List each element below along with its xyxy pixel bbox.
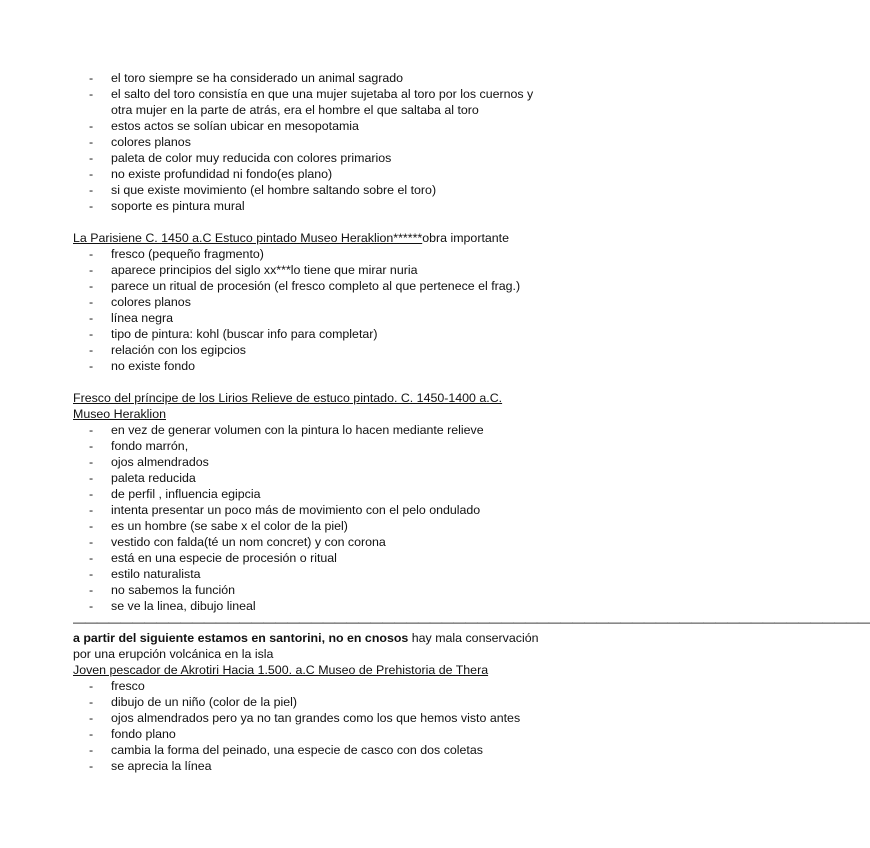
bullet-dash: - (89, 743, 94, 757)
list-item: - de perfil , influencia egipcia (89, 487, 261, 501)
lily-prince-heading-line2: Museo Heraklion (73, 407, 166, 421)
list-item: - ojos almendrados (89, 455, 209, 469)
bullet-dash: - (89, 759, 94, 773)
blank-line (73, 214, 533, 230)
list-item: - está en una especie de procesión o ritual (89, 551, 337, 565)
bullet-dash: - (89, 519, 94, 533)
list-item: - parece un ritual de procesión (el fresco completo al que pertenece el frag.) (89, 279, 521, 293)
list-item: - fondo plano (89, 727, 176, 741)
fisherman-heading: Joven pescador de Akrotiri Hacia 1.500. a.C Museo de Prehistoria de Thera (73, 663, 489, 677)
list-item: - paleta de color muy reducida con colores primarios (89, 151, 392, 165)
bullet-dash: - (89, 727, 94, 741)
santorini-intro-line1: a partir del siguiente estamos en santorini, no en cnosos hay mala conservación (73, 631, 539, 645)
list-item: - no existe profundidad ni fondo(es plano) (89, 167, 333, 181)
bullet-dash: - (89, 679, 94, 693)
list-item: - tipo de pintura: kohl (buscar info para completar) (89, 327, 378, 341)
list-item: - estos actos se solían ubicar en mesopotamia (89, 119, 359, 133)
bullet-dash: - (89, 455, 94, 469)
bullet-dash: - (89, 551, 94, 565)
list-item: - línea negra (89, 311, 174, 325)
bullet-dash: - (89, 535, 94, 549)
bullet-dash: - (89, 295, 94, 309)
list-item: - paleta reducida (89, 471, 196, 485)
list-item: - intenta presentar un poco más de movimiento con el pelo ondulado (89, 503, 481, 517)
bullet-dash: - (89, 487, 94, 501)
list-item: - en vez de generar volumen con la pintura lo hacen mediante relieve (89, 423, 484, 437)
bullet-dash: - (89, 199, 94, 213)
list-item: - fondo marrón, (89, 439, 189, 453)
list-item: - es un hombre (se sabe x el color de la piel) (89, 519, 348, 533)
bullet-dash: - (89, 119, 94, 133)
lily-prince-notes-list (73, 422, 533, 614)
list-item: - se aprecia la línea (89, 759, 212, 773)
blank-line (73, 374, 533, 390)
bullet-dash: - (89, 471, 94, 485)
list-item: - el toro siempre se ha considerado un animal sagrado (89, 71, 404, 85)
list-item: - se ve la linea, dibujo lineal (89, 599, 256, 613)
list-item: - fresco (pequeño fragmento) (89, 247, 264, 261)
list-item: - aparece principios del siglo xx***lo tiene que mirar nuria (89, 263, 418, 277)
fisherman-notes-list (73, 678, 533, 774)
bullet-dash: - (89, 503, 94, 517)
list-item: - colores planos (89, 135, 191, 149)
bullet-dash: - (89, 151, 94, 165)
bull-leaping-notes-list (73, 70, 533, 214)
separator-line: ——————————————————————————————————————————————————————————————————— (73, 615, 870, 629)
bullet-dash: - (89, 263, 94, 277)
list-item: - colores planos (89, 295, 191, 309)
lily-prince-heading-line1: Fresco del príncipe de los Lirios Relieve de estuco pintado. C. 1450-1400 a.C. (73, 391, 503, 405)
bullet-dash: - (89, 711, 94, 725)
bullet-dash: - (89, 135, 94, 149)
bullet-dash: - (89, 247, 94, 261)
list-item: - ojos almendrados pero ya no tan grandes como los que hemos visto antes (89, 711, 521, 725)
bullet-dash: - (89, 583, 94, 597)
list-item: - el salto del toro consistía en que una mujer sujetaba al toro por los cuernos y otra mujer en la parte de atrás, era el hombre el que saltaba al toro (89, 87, 534, 117)
list-item: - cambia la forma del peinado, una especie de casco con dos coletas (89, 743, 483, 757)
bullet-dash: - (89, 423, 94, 437)
list-item: - si que existe movimiento (el hombre saltando sobre el toro) (89, 183, 437, 197)
bullet-dash: - (89, 439, 94, 453)
bullet-dash: - (89, 311, 94, 325)
santorini-intro-line2: por una erupción volcánica en la isla (73, 647, 274, 661)
list-item: - vestido con falda(té un nom concret) y con corona (89, 535, 386, 549)
bullet-dash: - (89, 695, 94, 709)
bullet-dash: - (89, 343, 94, 357)
bullet-dash: - (89, 167, 94, 181)
list-item: - estilo naturalista (89, 567, 201, 581)
list-item: - dibujo de un niño (color de la piel) (89, 695, 297, 709)
bullet-dash: - (89, 71, 94, 85)
document-content (73, 70, 870, 774)
parisienne-notes-list (73, 246, 533, 374)
bullet-dash: - (89, 359, 94, 373)
bullet-dash: - (89, 567, 94, 581)
list-item: - soporte es pintura mural (89, 199, 245, 213)
bullet-dash: - (89, 599, 94, 613)
list-item: - fresco (89, 679, 145, 693)
bullet-dash: - (89, 327, 94, 341)
bullet-dash: - (89, 279, 94, 293)
bullet-dash: - (89, 87, 94, 101)
list-item: - no sabemos la función (89, 583, 235, 597)
list-item: - no existe fondo (89, 359, 196, 373)
bullet-dash: - (89, 183, 94, 197)
parisienne-heading: La Parisiene C. 1450 a.C Estuco pintado Museo Heraklion******obra importante (73, 231, 510, 245)
list-item: - relación con los egipcios (89, 343, 246, 357)
